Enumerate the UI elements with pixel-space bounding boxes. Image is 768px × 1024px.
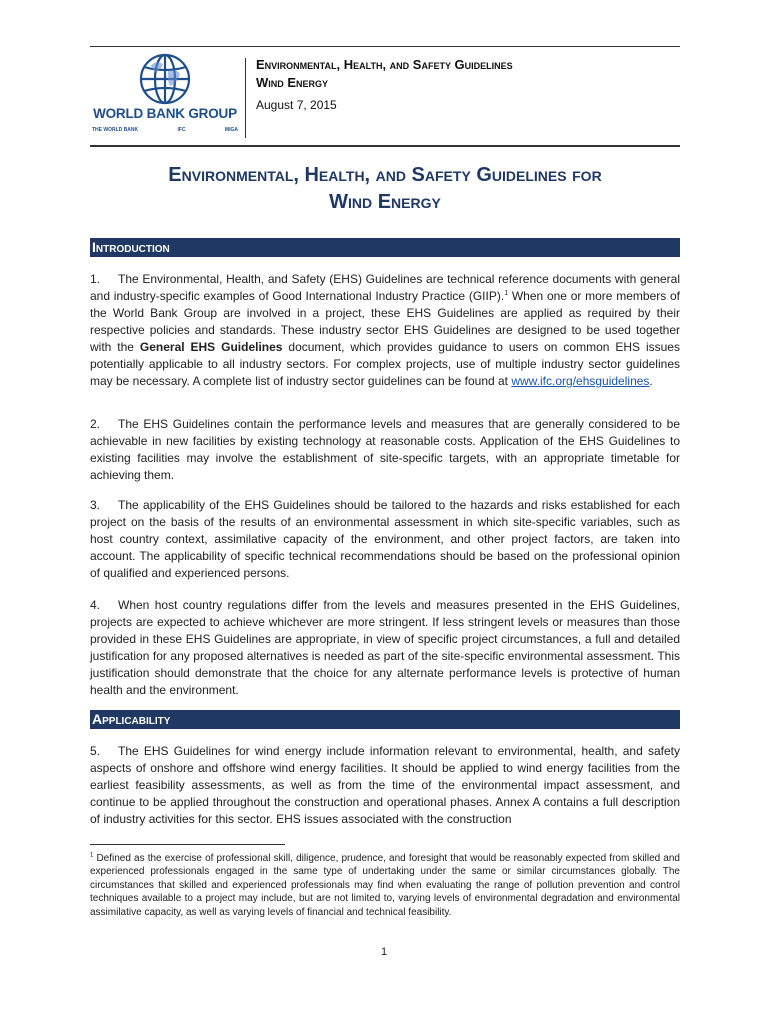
globe-icon (90, 52, 240, 106)
logo-member: MIGA (224, 127, 238, 133)
running-header-title (256, 56, 513, 92)
footnote-reference[interactable]: 1 (504, 290, 509, 297)
header-divider (245, 58, 246, 138)
paragraph-1: 1. The Environmental, Health, and Safety (EHS) Guidelines are technical reference documents with general and industry-specific examples of Good International Industry Practice (GIIP).$^1$ When one or more members of the World Bank Group are involved in a project, these EHS Guidelines are applied as required by their respective policies and standards. These industry sector EHS Guidelines are designed to be used together with the General EHS Guidelines document, which provides guidance to users on common EHS issues potentially applicable to all industry sectors. For complex projects, use of multiple industry sector guidelines may be necessary. A complete list of industry sector guidelines can be found at www.ifc.org/ehsguidelines. (90, 272, 680, 388)
section-heading-introduction: Introduction (90, 238, 680, 257)
running-header-line: Environmental, Health, and Safety Guidelines (256, 57, 513, 72)
logo-member: IFC (177, 127, 186, 133)
header-bottom-rule (90, 145, 680, 147)
logo-member: THE WORLD BANK (92, 127, 139, 133)
world-bank-group-logo (90, 52, 240, 142)
paragraph-number: 3. (90, 498, 101, 512)
footnote-separator (90, 844, 285, 845)
bold-text: General EHS Guidelines (139, 340, 283, 354)
footnote-marker: 1 (90, 852, 94, 859)
logo-member-list (92, 127, 238, 133)
paragraph-3: 3. The applicability of the EHS Guidelines should be tailored to the hazards and risks established for each project on the basis of the results of an environmental assessment in which site-specific variables, such as host country context, assimilative capacity of the environment, and other project factors, are taken into account. The applicability of specific technical recommendations should be based on the professional opinion of qualified and experienced persons. (90, 498, 680, 580)
paragraph-number: 4. (90, 598, 101, 612)
paragraph-2: 2. The EHS Guidelines contain the performance levels and measures that are generally considered to be achievable in new facilities by existing technology at reasonable costs. Application of the EHS Guidelines to existing facilities may involve the establishment of site-specific targets, with an appropriate timetable for achieving them. (90, 417, 680, 482)
page-title-line: Environmental, Health, and Safety Guidelines for (168, 164, 602, 186)
header-top-rule (90, 46, 680, 47)
running-header-line: Wind Energy (256, 75, 329, 90)
page-number: 1 (380, 946, 388, 958)
paragraph-number: 2. (90, 417, 101, 431)
logo-wordmark: WORLD BANK GROUP (93, 106, 237, 121)
paragraph-4: 4. When host country regulations differ from the levels and measures presented in the EHS Guidelines, projects are expected to achieve whichever are more stringent. If less stringent levels or measures than those provided in these EHS Guidelines are appropriate, in view of specific project circumstances, a full and detailed justification for any proposed alternatives is needed as part of the site-specific environmental assessment. This justification should demonstrate that the choice for any alternate performance levels is protective of human health and the environment. (90, 598, 680, 697)
paragraph-number: 5. (90, 744, 101, 758)
paragraph-5: 5. The EHS Guidelines for wind energy include information relevant to environmental, health, and safety aspects of onshore and offshore wind energy facilities. It should be applied to wind energy facilities from the earliest feasibility assessments, as well as from the time of the environmental impact assessment, and continue to be applied throughout the construction and operational phases. Annex A contains a full description of industry activities for this sector. EHS issues associated with the construction (90, 744, 680, 826)
paragraph-number: 1. (90, 272, 101, 286)
footnote-1: $^1$ Defined as the exercise of professional skill, diligence, prudence, and foresight that would be reasonably expected from skilled and experienced professionals engaged in the same type of undertaking under the same or similar circumstances globally. The circumstances that skilled and experienced professionals may find when evaluating the range of pollution prevention and control techniques available to a project may include, but are not limited to, varying levels of environmental degradation and environmental assimilative capacity, as well as varying levels of financial and technical feasibility. (90, 852, 680, 918)
page-title-line: Wind Energy (329, 191, 441, 213)
ehs-guidelines-link[interactable]: www.ifc.org/ehsguidelines (511, 374, 650, 388)
section-heading-applicability: Applicability (90, 710, 680, 729)
page-title (90, 162, 680, 216)
document-date: August 7, 2015 (256, 98, 337, 112)
